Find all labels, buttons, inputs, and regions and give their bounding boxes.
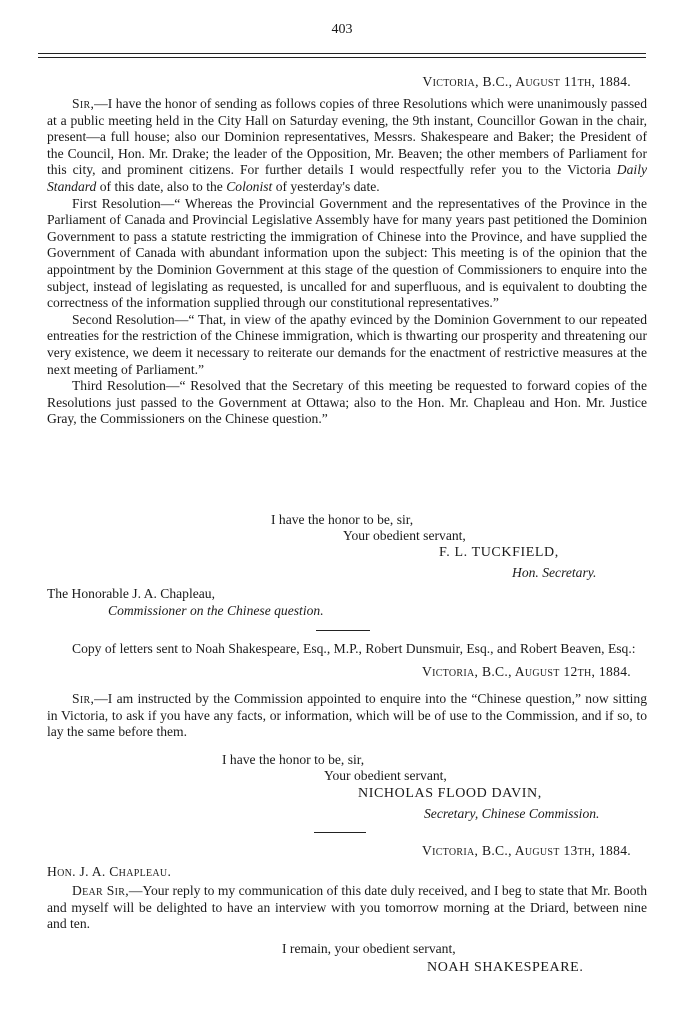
letter1-addressee: The Honorable J. A. Chapleau,: [47, 586, 215, 601]
letter3-closing: I remain, your obedient servant,: [282, 941, 456, 956]
letter2-signer: NICHOLAS FLOOD DAVIN,: [358, 786, 542, 801]
letter3-dateline: Victoria, B.C., August 13th, 1884.: [421, 843, 631, 858]
letter2-text: [47, 691, 647, 741]
letter3-salutation: Dear Sir,: [72, 883, 129, 898]
letter1-signer: F. L. TUCKFIELD,: [439, 545, 559, 560]
letter1-body: Sir,—I have the honor of sending as follows copies of three Resolutions which were unanimously passed at a public meeting held in the City Hall on Saturday evening, the 9th instant, Councillor Gowan in the chair, present—a full house; also our Dominion representatives, Messrs. Shakespeare and Baker; the President of the Council, Hon. Mr. Drake; the leader of the Opposition, Mr. Beaven; the other members of Parliament for this city, and prominent citizens. For further details I would respectfully refer you to the Victoria Daily Standard of this date, also to the Colonist of yesterday's date.: [47, 96, 647, 194]
letter2-closing-2: Your obedient servant,: [324, 768, 447, 783]
header-rule-bottom: [38, 57, 646, 58]
section-divider-1: [316, 630, 370, 631]
letter2-intro: Copy of letters sent to Noah Shakespeare, Esq., M.P., Robert Dunsmuir, Esq., and Robert Beaven, Esq.:: [72, 641, 636, 656]
letter1-closing-1: I have the honor to be, sir,: [271, 512, 414, 527]
letter2-dateline: Victoria, B.C., August 12th, 1884.: [421, 664, 631, 679]
letter3-text: [47, 883, 647, 933]
letter1-closing-2: Your obedient servant,: [343, 528, 466, 543]
page-number: 403: [331, 22, 353, 37]
letter1-text: [47, 96, 647, 428]
letter2-closing-1: I have the honor to be, sir,: [222, 752, 365, 767]
letter3-body: Dear Sir,—Your reply to my communication of this date duly received, and I beg to state that Mr. Booth and myself will be delighted to have an interview with you tomorrow morning at the Driard, between nine and ten.: [47, 883, 648, 932]
letter2-body: Sir,—I am instructed by the Commission appointed to enquire into the “Chinese question,” now sitting in Victoria, to ask if you have any facts, or information, which will be of use to the Commission, and if so, to lay the same before them.: [47, 691, 647, 740]
letter1-addressee-title: Commissioner on the Chinese question.: [108, 603, 324, 618]
letter1-signer-title: Hon. Secretary.: [512, 565, 597, 580]
resolution-third: Third Resolution—“ Resolved that the Secretary of this meeting be requested to forward copies of the Resolutions just passed to the Government at Ottawa; also to the Hon. Mr. Chapleau and Hon. Mr. Justice Gray, the Commissioners on the Chinese question.”: [47, 378, 647, 427]
letter3-signer: NOAH SHAKESPEARE.: [427, 960, 584, 975]
resolution-first: First Resolution—“ Whereas the Provincial Government and the representatives of the Province in the Parliament of Canada and Provincial Legislative Assembly have for many years past petitioned the Dominion Government to pass a statute restricting the immigration of Chinese into the Province, and have supplied the Government of Canada with abundant information upon the subject: This meeting is of the opinion that the appointment by the Dominion Government at this stage of the question of Commissioners to enquire into the subject, instead of legislating as requested, is uncalled for and superfluous, and is equivalent to doubting the correctness of the information supplied through our constitutional representatives.”: [47, 195, 647, 311]
letter2-salutation: Sir,: [72, 691, 95, 706]
letter1-dateline: Victoria, B.C., August 11th, 1884.: [422, 74, 631, 89]
letter2-signer-title: Secretary, Chinese Commission.: [424, 806, 600, 821]
resolution-second: Second Resolution—“ That, in view of the apathy evinced by the Dominion Government to our repeated entreaties for the restriction of the Chinese immigration, which is thwarting our prosperity and threatening our very existence, we deem it necessary to reiterate our demands for the enactment of restrictive measures at the next meeting of Parliament.”: [47, 311, 647, 377]
letter1-salutation: Sir,: [72, 96, 95, 111]
header-rule-top: [38, 53, 646, 54]
letter2-intro-block: [47, 641, 647, 658]
section-divider-2: [314, 832, 366, 833]
letter3-addressee: Hon. J. A. Chapleau.: [47, 864, 172, 879]
